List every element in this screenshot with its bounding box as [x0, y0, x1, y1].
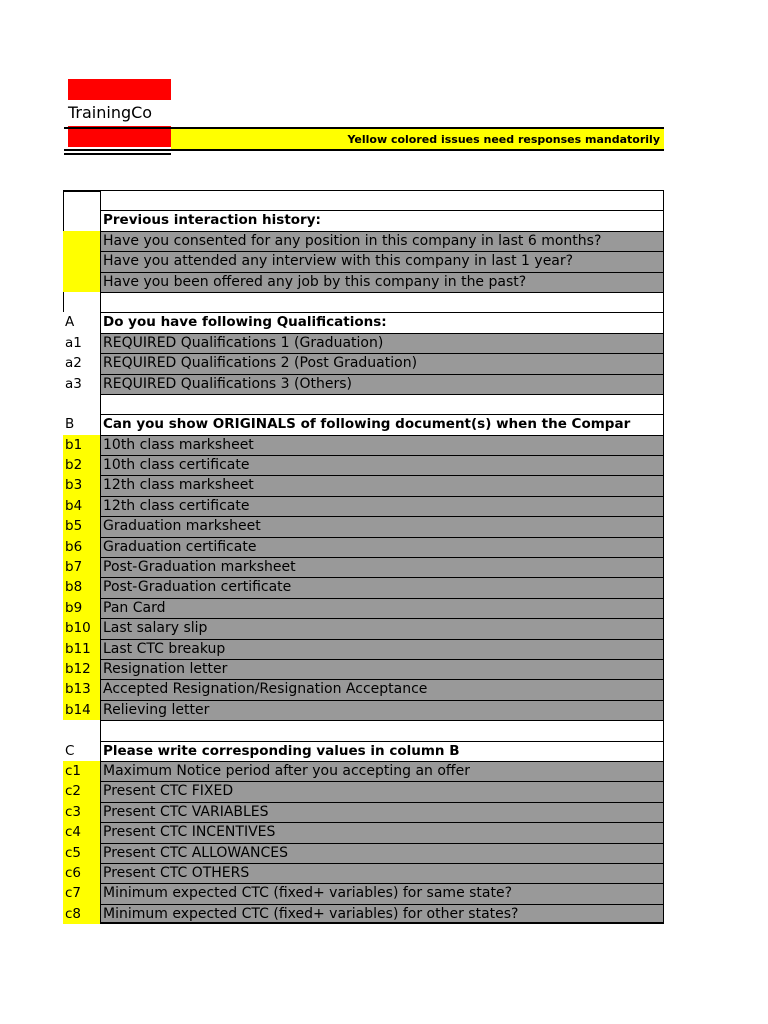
- table-row: [63, 639, 664, 659]
- questionnaire-table: [63, 190, 664, 924]
- row-code: b14: [63, 700, 100, 720]
- row-code: b12: [63, 659, 100, 679]
- question-cell: [100, 394, 664, 414]
- question-cell[interactable]: Have you consented for any position in this company in last 6 months?: [100, 231, 664, 251]
- table-row: [63, 537, 664, 557]
- row-code: b4: [63, 496, 100, 516]
- question-cell[interactable]: Post-Graduation certificate: [100, 577, 664, 597]
- row-code: [63, 720, 100, 740]
- row-code: b1: [63, 435, 100, 455]
- question-cell[interactable]: REQUIRED Qualifications 1 (Graduation): [100, 333, 664, 353]
- row-code: a3: [65, 375, 82, 392]
- question-cell[interactable]: Present CTC ALLOWANCES: [100, 843, 664, 863]
- question-cell[interactable]: Have you attended any interview with this company in last 1 year?: [100, 251, 664, 271]
- table-row: [63, 883, 664, 903]
- question-cell[interactable]: Maximum Notice period after you accepting an offer: [100, 761, 664, 781]
- row-code: c6: [63, 863, 100, 883]
- table-row: [63, 904, 664, 924]
- row-code: b6: [63, 537, 100, 557]
- table-row: [63, 496, 664, 516]
- question-cell[interactable]: Relieving letter: [100, 700, 664, 720]
- row-code: [63, 231, 100, 251]
- table-row: [63, 190, 664, 210]
- question-cell[interactable]: Have you been offered any job by this company in the past?: [100, 272, 664, 292]
- question-cell[interactable]: Last CTC breakup: [100, 639, 664, 659]
- table-row: [63, 577, 664, 597]
- question-cell[interactable]: Last salary slip: [100, 618, 664, 638]
- question-cell[interactable]: 12th class marksheet: [100, 475, 664, 495]
- logo-red-block-bottom: [68, 126, 171, 147]
- question-cell[interactable]: Resignation letter: [100, 659, 664, 679]
- question-cell[interactable]: 10th class certificate: [100, 455, 664, 475]
- question-cell: [100, 720, 664, 740]
- table-row: [63, 210, 664, 230]
- section-header: Please write corresponding values in column B: [100, 741, 664, 761]
- question-cell[interactable]: Present CTC VARIABLES: [100, 802, 664, 822]
- banner-text: Yellow colored issues need responses mandatorily: [347, 133, 660, 146]
- row-code: b9: [63, 598, 100, 618]
- table-row: [63, 394, 664, 414]
- row-code: [63, 272, 100, 292]
- question-cell[interactable]: REQUIRED Qualifications 2 (Post Graduation): [100, 353, 664, 373]
- table-row: [63, 251, 664, 271]
- row-code: c7: [63, 883, 100, 903]
- table-row: [63, 475, 664, 495]
- row-code: [63, 394, 100, 414]
- row-code: [63, 251, 100, 271]
- logo-underline: [64, 153, 171, 155]
- table-row: [63, 312, 664, 332]
- question-cell[interactable]: Present CTC FIXED: [100, 781, 664, 801]
- question-cell[interactable]: 10th class marksheet: [100, 435, 664, 455]
- row-code: b8: [63, 577, 100, 597]
- logo-red-block-top: [68, 79, 171, 100]
- table-row: [63, 700, 664, 720]
- question-cell[interactable]: 12th class certificate: [100, 496, 664, 516]
- question-cell[interactable]: Pan Card: [100, 598, 664, 618]
- question-cell[interactable]: Post-Graduation marksheet: [100, 557, 664, 577]
- table-row: [63, 435, 664, 455]
- question-cell[interactable]: Graduation certificate: [100, 537, 664, 557]
- row-code: a2: [65, 355, 82, 372]
- row-code: b7: [63, 557, 100, 577]
- table-row: [63, 374, 664, 394]
- question-cell: [100, 190, 664, 210]
- logo-text: TrainingCo: [68, 103, 153, 122]
- question-cell[interactable]: Present CTC OTHERS: [100, 863, 664, 883]
- table-row: [63, 863, 664, 883]
- row-code: C: [65, 742, 75, 759]
- row-code: [63, 190, 100, 210]
- row-code: c1: [63, 761, 100, 781]
- table-row: [63, 292, 664, 312]
- row-code: c4: [63, 822, 100, 842]
- banner-rule-bottom: [64, 149, 664, 151]
- table-row: [63, 761, 664, 781]
- table-row: [63, 720, 664, 740]
- row-code: b11: [63, 639, 100, 659]
- section-header: Can you show ORIGINALS of following document(s) when the Compar: [100, 414, 664, 434]
- row-code: A: [65, 314, 75, 331]
- table-row: [63, 557, 664, 577]
- row-code: b3: [63, 475, 100, 495]
- row-code: b5: [63, 516, 100, 536]
- question-cell: [100, 292, 664, 312]
- table-row: [63, 802, 664, 822]
- row-code: b13: [63, 679, 100, 699]
- banner-rule-top: [64, 127, 664, 129]
- row-code: [63, 292, 100, 312]
- question-cell[interactable]: REQUIRED Qualifications 3 (Others): [100, 374, 664, 394]
- question-cell[interactable]: Accepted Resignation/Resignation Acceptance: [100, 679, 664, 699]
- row-code: c2: [63, 781, 100, 801]
- table-row: [63, 822, 664, 842]
- table-row: [63, 741, 664, 761]
- row-code: [63, 210, 100, 230]
- table-row: [63, 598, 664, 618]
- row-code: a1: [65, 334, 82, 351]
- row-code: c8: [63, 904, 100, 924]
- table-row: [63, 781, 664, 801]
- question-cell[interactable]: Minimum expected CTC (fixed+ variables) for same state?: [100, 883, 664, 903]
- table-row: [63, 353, 664, 373]
- table-row: [63, 455, 664, 475]
- row-code: c3: [63, 802, 100, 822]
- row-code: b2: [63, 455, 100, 475]
- table-row: [63, 843, 664, 863]
- table-row: [63, 516, 664, 536]
- row-code: B: [65, 416, 75, 433]
- table-row: [63, 231, 664, 251]
- table-row: [63, 679, 664, 699]
- table-row: [63, 618, 664, 638]
- question-cell[interactable]: Graduation marksheet: [100, 516, 664, 536]
- row-code: b10: [63, 618, 100, 638]
- section-header: Previous interaction history:: [100, 210, 664, 230]
- table-row: [63, 414, 664, 434]
- question-cell[interactable]: Present CTC INCENTIVES: [100, 822, 664, 842]
- section-header: Do you have following Qualifications:: [100, 312, 664, 332]
- table-row: [63, 272, 664, 292]
- table-row: [63, 659, 664, 679]
- table-row: [63, 333, 664, 353]
- question-cell[interactable]: Minimum expected CTC (fixed+ variables) for other states?: [100, 904, 664, 924]
- row-code: c5: [63, 843, 100, 863]
